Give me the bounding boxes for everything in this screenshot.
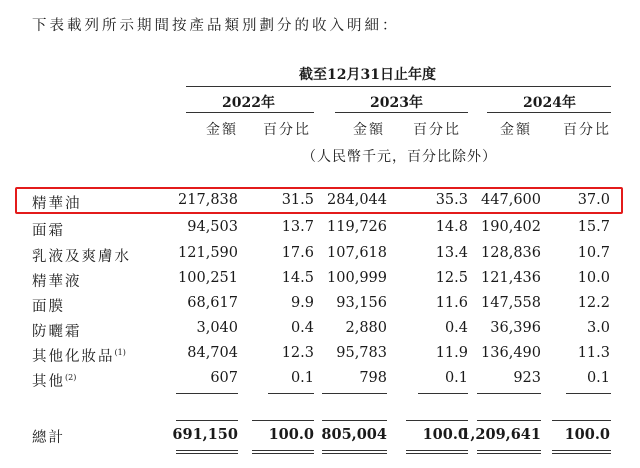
total-double-rule [406, 453, 468, 454]
total-top-rule [252, 420, 314, 421]
year-2022-underline [186, 112, 314, 113]
total-percent-2022: 100.0 [268, 426, 314, 443]
amount-2023: 119,726 [327, 219, 387, 235]
total-top-rule [322, 420, 387, 421]
amount-label-2024: 金額 [500, 122, 532, 138]
percent-2024: 11.3 [577, 345, 610, 361]
percent-2022: 14.5 [281, 270, 314, 286]
total-amount-2023: 805,004 [321, 426, 387, 443]
total-percent-2024: 100.0 [564, 426, 610, 443]
total-double-rule [552, 450, 611, 451]
amount-2024: 136,490 [481, 345, 541, 361]
total-row [0, 426, 640, 450]
amount-2024: 190,402 [481, 219, 541, 235]
total-top-rule [477, 420, 541, 421]
percent-2024: 37.0 [577, 192, 610, 208]
table-row [0, 219, 640, 243]
total-double-rule [176, 450, 238, 451]
amount-2022: 68,617 [187, 295, 238, 311]
subtotal-rule [566, 393, 611, 394]
total-double-rule [322, 453, 387, 454]
percent-2024: 0.1 [586, 370, 610, 386]
percent-2022: 17.6 [281, 245, 314, 261]
percent-2023: 0.1 [444, 370, 468, 386]
percent-2023: 11.6 [435, 295, 468, 311]
percent-2024: 15.7 [577, 219, 610, 235]
table-row [0, 370, 640, 394]
amount-label-2023: 金額 [353, 122, 385, 138]
row-label: 面膜 [32, 299, 65, 315]
amount-2022: 217,838 [178, 192, 238, 208]
amount-2024: 923 [513, 370, 541, 386]
year-2024-underline [487, 112, 611, 113]
total-double-rule [176, 453, 238, 454]
amount-2023: 284,044 [327, 192, 387, 208]
table-row [0, 345, 640, 369]
unit-note: （人民幣千元，百分比除外） [302, 149, 497, 165]
amount-2023: 2,880 [345, 320, 387, 336]
row-label: 精華油 [32, 196, 82, 212]
amount-label-2022: 金額 [206, 122, 238, 138]
row-label: 精華液 [32, 274, 82, 290]
percent-2024: 10.7 [577, 245, 610, 261]
intro-text: 下表載列所示期間按產品類別劃分的收入明細： [32, 18, 400, 34]
percent-2022: 0.1 [290, 370, 314, 386]
total-amount-2022: 691,150 [172, 426, 238, 443]
amount-2022: 121,590 [178, 245, 238, 261]
total-top-rule [406, 420, 468, 421]
table-row [0, 295, 640, 319]
percent-label-2022: 百分比 [263, 122, 311, 138]
amount-2023: 100,999 [327, 270, 387, 286]
amount-2022: 100,251 [178, 270, 238, 286]
total-amount-2024: 1,209,641 [460, 426, 541, 443]
year-2022: 2022年 [222, 95, 275, 111]
percent-label-2024: 百分比 [563, 122, 611, 138]
percent-2024: 10.0 [577, 270, 610, 286]
amount-2022: 94,503 [187, 219, 238, 235]
percent-2022: 0.4 [290, 320, 314, 336]
total-double-rule [477, 453, 541, 454]
total-double-rule [252, 450, 314, 451]
subtotal-rule [418, 393, 468, 394]
percent-2024: 3.0 [586, 320, 610, 336]
row-label: 其他$^{(2)}$ [32, 373, 77, 390]
amount-2023: 95,783 [336, 345, 387, 361]
total-double-rule [477, 450, 541, 451]
percent-2023: 14.8 [435, 219, 468, 235]
total-top-rule [552, 420, 611, 421]
total-double-rule [252, 453, 314, 454]
total-top-rule [176, 420, 238, 421]
amount-2022: 3,040 [196, 320, 238, 336]
amount-2024: 121,436 [481, 270, 541, 286]
percent-2023: 12.5 [435, 270, 468, 286]
amount-2023: 93,156 [336, 295, 387, 311]
percent-2022: 13.7 [281, 219, 314, 235]
row-label: 其他化妝品$^{(1)}$ [32, 348, 126, 365]
year-2024: 2024年 [523, 95, 576, 111]
amount-2024: 36,396 [490, 320, 541, 336]
percent-2022: 31.5 [281, 192, 314, 208]
total-double-rule [552, 453, 611, 454]
amount-2022: 84,704 [187, 345, 238, 361]
period-underline [186, 86, 611, 87]
percent-2024: 12.2 [577, 295, 610, 311]
table-row [0, 192, 640, 216]
row-label: 防曬霜 [32, 324, 82, 340]
table-row [0, 320, 640, 344]
subtotal-rule [176, 393, 238, 394]
total-percent-2023: 100.0 [422, 426, 468, 443]
amount-2022: 607 [210, 370, 238, 386]
percent-2023: 0.4 [444, 320, 468, 336]
amount-2024: 128,836 [481, 245, 541, 261]
subtotal-rule [477, 393, 541, 394]
subtotal-rule [268, 393, 314, 394]
amount-2023: 107,618 [327, 245, 387, 261]
year-2023: 2023年 [370, 95, 423, 111]
percent-2023: 35.3 [435, 192, 468, 208]
percent-2023: 13.4 [435, 245, 468, 261]
percent-2022: 12.3 [281, 345, 314, 361]
total-label: 總計 [32, 430, 65, 446]
row-label: 乳液及爽膚水 [32, 249, 131, 265]
percent-2023: 11.9 [435, 345, 468, 361]
year-2023-underline [335, 112, 468, 113]
total-double-rule [322, 450, 387, 451]
total-double-rule [406, 450, 468, 451]
row-label: 面霜 [32, 223, 65, 239]
amount-2024: 447,600 [481, 192, 541, 208]
amount-2024: 147,558 [481, 295, 541, 311]
percent-label-2023: 百分比 [413, 122, 461, 138]
period-header: 截至12月31日止年度 [299, 67, 436, 83]
amount-2023: 798 [359, 370, 387, 386]
subtotal-rule [322, 393, 387, 394]
table-row [0, 245, 640, 269]
percent-2022: 9.9 [290, 295, 314, 311]
table-row [0, 270, 640, 294]
